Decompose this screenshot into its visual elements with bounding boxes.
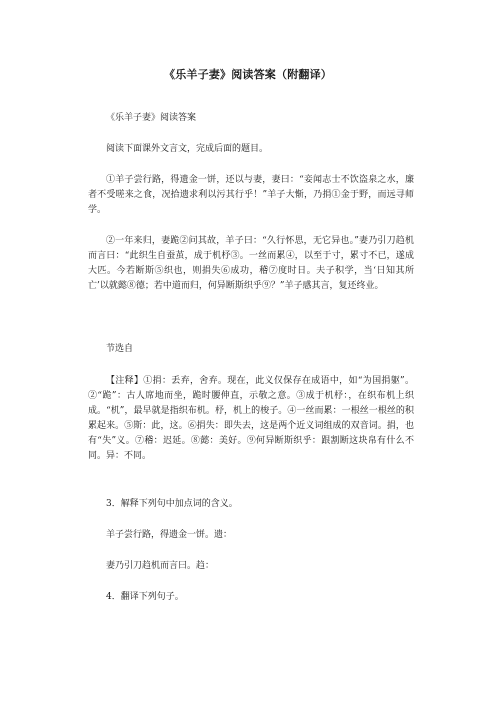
paragraph-passage-2: ②一年来归，妻跪②问其故，羊子曰：“久行怀思，无它异也。”妻乃引刀趋机而言曰：“此织生自蚕茧，成于机杼③。一丝而累④，以至于寸，累寸不已，遂成大匹。今若断斯⑤织也，则捐失⑥成功，稽⑦度时日。夫子积学，当‘日知其所亡’以就懿⑧德；若中道而归，何异断斯织乎⑨？”羊子感其言，复还终业。 — [88, 236, 414, 291]
paragraph-notes: 【注释】①捐：丢弃，舍弃。现在，此义仅保存在成语中，如“为国捐躯”。②“跪”：古人席地而坐，跪时腰伸直，示敬之意。③成于机杼：，在织布机上织成。“机”，最早就是指织布机。杼，机上的梭子。④一丝而累：一根丝一根丝的积累起来。⑤斯：此，这。⑥捐失：即失去，这是两个近义词组成的双音词。捐，也有“失”义。⑦稽：迟延。⑧懿：美好。⑨何异断斯织乎：跟割断这块帛有什么不同。异：不同。 — [88, 376, 414, 461]
paragraph-source: 节选自 — [106, 344, 134, 354]
paragraph-passage-1: ①羊子尝行路，得遗金一饼，还以与妻，妻曰：“妾闻志士不饮盗泉之水，廉者不受嗟来之食，况拾遗求利以污其行乎！”羊子大惭，乃捐①金于野，而远寻师学。 — [88, 175, 414, 215]
paragraph-instruction: 阅读下面课外文言文，完成后面的题目。 — [106, 144, 269, 154]
question-4: 4．翻译下列句子。 — [106, 592, 184, 602]
question-3: 3．解释下列句中加点词的含义。 — [106, 499, 238, 509]
paragraph-subtitle: 《乐羊子妻》阅读答案 — [106, 113, 197, 123]
question-3-item-2: 妻乃引刀趋机而言曰。趋： — [106, 561, 215, 571]
question-3-item-1: 羊子尝行路，得遗金一饼。遗： — [106, 530, 233, 540]
document-title: 《乐羊子妻》阅读答案（附翻译） — [164, 68, 332, 81]
